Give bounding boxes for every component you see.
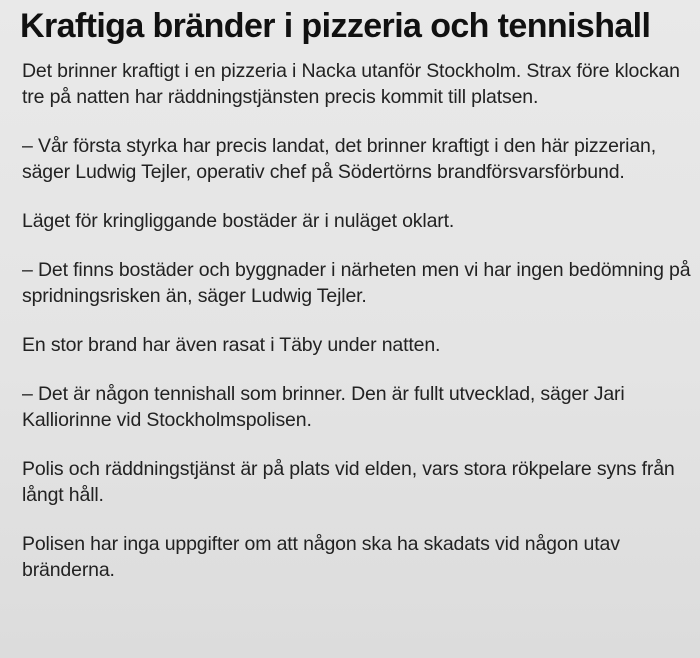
- article-paragraph-1: Det brinner kraftigt i en pizzeria i Nacka utanför Stockholm. Strax före klockan tre på natten har räddningstjänsten precis kommit till platsen.: [22, 60, 680, 108]
- article-headline: Kraftiga bränder i pizzeria och tennishall: [20, 7, 651, 45]
- article-paragraph-4: – Det finns bostäder och byggnader i närheten men vi har ingen bedömning på spridningsrisken än, säger Ludwig Tejler.: [22, 259, 691, 307]
- article-paragraph-8: Polisen har inga uppgifter om att någon ska ha skadats vid någon utav bränderna.: [22, 533, 620, 581]
- article-paragraph-2: – Vår första styrka har precis landat, det brinner kraftigt i den här pizzerian, säger Ludwig Tejler, operativ chef på Södertörns brandförsvarsförbund.: [22, 135, 656, 183]
- article-paragraph-5: En stor brand har även rasat i Täby under natten.: [22, 334, 441, 356]
- article-paragraph-7: Polis och räddningstjänst är på plats vid elden, vars stora rökpelare syns från långt håll.: [22, 458, 675, 506]
- article-paragraph-3: Läget för kringliggande bostäder är i nuläget oklart.: [22, 210, 455, 232]
- article-paragraph-6: – Det är någon tennishall som brinner. Den är fullt utvecklad, säger Jari Kalliorinne vid Stockholmspolisen.: [22, 383, 625, 431]
